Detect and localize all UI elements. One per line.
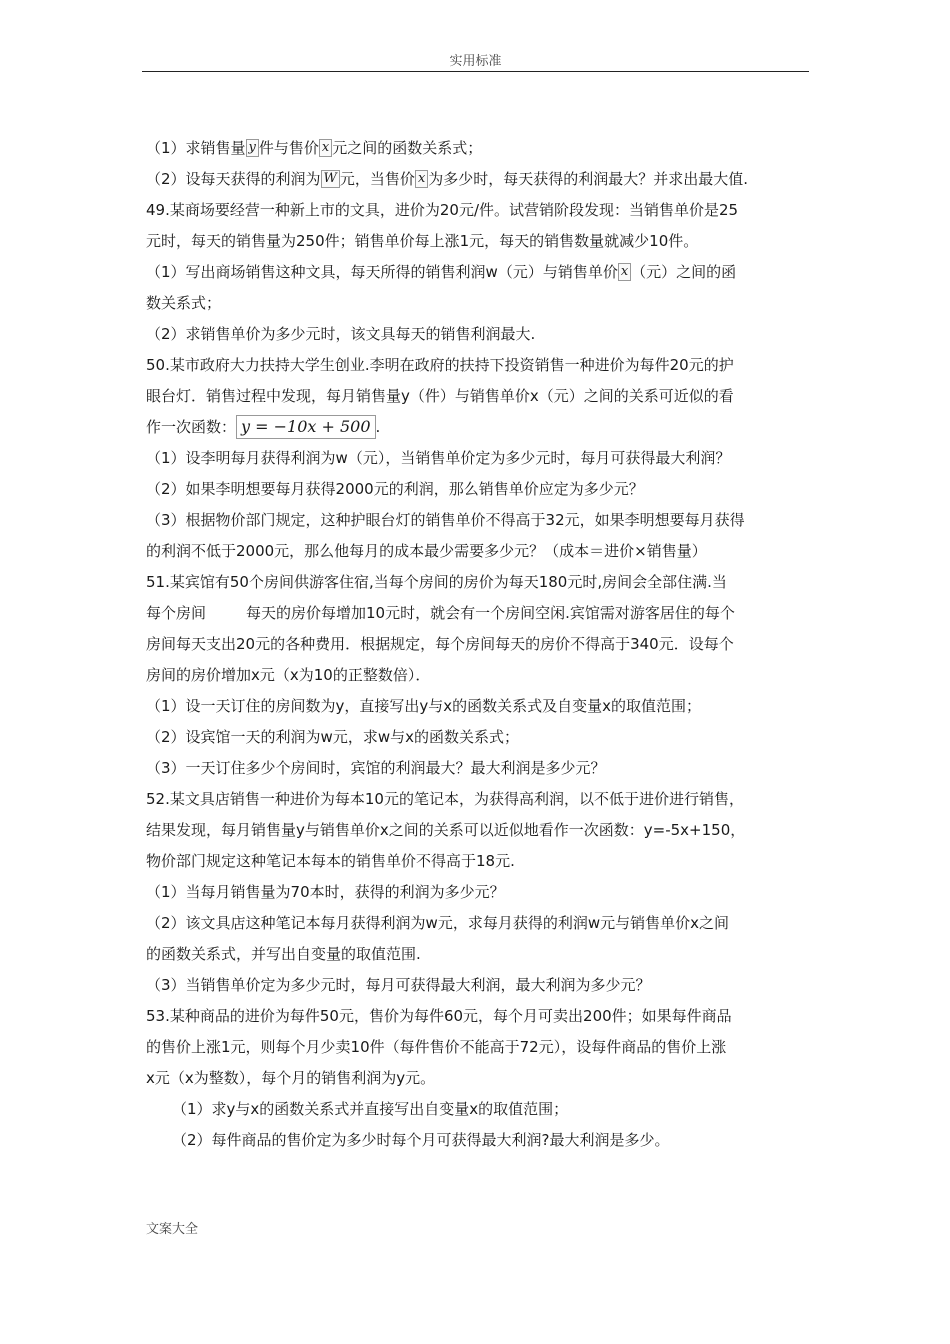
text-line: （2）每件商品的售价定为多少时每个月可获得最大利润?最大利润是多少。 <box>172 1131 670 1149</box>
text-line: （1）设李明每月获得利润为w（元），当销售单价定为多少元时，每月可获得最大利润？ <box>146 449 731 467</box>
page-header: 实用标准 <box>449 54 502 69</box>
text-line: （1）写出商场销售这种文具，每天所得的销售利润w（元）与销售单价 x （元）之间的函 <box>146 263 737 281</box>
text-line: 每个房间 每天的房价每增加10元时，就会有一个房间空闲.宾馆需对游客居住的每个 <box>146 604 735 622</box>
text-line: （2）该文具店这种笔记本每月获得利润为w元，求每月获得的利润w元与销售单价x之间 <box>146 914 729 932</box>
text-line: （3）当销售单价定为多少元时，每月可获得最大利润，最大利润为多少元？ <box>146 976 651 994</box>
text-line: （2）设每天获得的利润为 W 元，当售价 x 为多少时，每天获得的利润最大？并求出最大值. <box>146 170 749 188</box>
text-line: 房间每天支出20元的各种费用．根据规定，每个房间每天的房价不得高于340元．设每个 <box>146 635 734 653</box>
header-divider <box>142 71 809 72</box>
text-line: （1）设一天订住的房间数为y，直接写出y与x的函数关系式及自变量x的取值范围； <box>146 697 702 715</box>
text-line: 数关系式； <box>146 294 222 312</box>
text-line: （3）一天订住多少个房间时，宾馆的利润最大？最大利润是多少元？ <box>146 759 606 777</box>
math-variable: x <box>415 170 428 188</box>
text-line: （2）设宾馆一天的利润为w元，求w与x的函数关系式； <box>146 728 519 746</box>
text-line: 的售价上涨1元，则每个月少卖10件（每件售价不能高于72元），设每件商品的售价上涨 <box>146 1038 727 1056</box>
text-line: 房间的房价增加x元（x为10的正整数倍）． <box>146 666 431 684</box>
math-variable: y <box>246 139 259 157</box>
problem-49-line: 49.某商场要经营一种新上市的文具，进价为20元/件。试营销阶段发现：当销售单价是25 <box>146 201 739 219</box>
text-line: 的函数关系式，并写出自变量的取值范围. <box>146 945 421 963</box>
text-line: （1）求y与x的函数关系式并直接写出自变量x的取值范围； <box>172 1100 569 1118</box>
text-line: 结果发现，每月销售量y与销售单价x之间的关系可以近似地看作一次函数：y=-5x+150， <box>146 821 746 839</box>
page-footer: 文案大全 <box>146 1222 199 1237</box>
text-line: （2）求销售单价为多少元时，该文具每天的销售利润最大. <box>146 325 536 343</box>
problem-50-line: 50.某市政府大力扶持大学生创业.李明在政府的扶持下投资销售一种进价为每件20元的护 <box>146 356 734 374</box>
text-line: （1）求销售量 y 件与售价 x 元之间的函数关系式； <box>146 139 483 157</box>
text-line: 眼台灯．销售过程中发现，每月销售量y（件）与销售单价x（元）之间的关系可近似的看 <box>146 387 734 405</box>
text-line: 作一次函数： y = −10x + 500 . <box>146 412 810 443</box>
math-formula: y = −10x + 500 <box>236 415 376 439</box>
document-body <box>146 133 810 1156</box>
math-variable: x <box>618 263 631 281</box>
text-line: 物价部门规定这种笔记本每本的销售单价不得高于18元. <box>146 852 515 870</box>
math-variable: x <box>319 139 332 157</box>
problem-51-line: 51.某宾馆有50个房间供游客住宿,当每个房间的房价为每天180元时,房间会全部住满.当 <box>146 573 727 591</box>
problem-52-line: 52.某文具店销售一种进价为每本10元的笔记本，为获得高利润，以不低于进价进行销售， <box>146 790 744 808</box>
text-line: x元（x为整数），每个月的销售利润为y元。 <box>146 1069 436 1087</box>
text-line: （3）根据物价部门规定，这种护眼台灯的销售单价不得高于32元，如果李明想要每月获得 <box>146 511 745 529</box>
problem-53-line: 53.某种商品的进价为每件50元，售价为每件60元，每个月可卖出200件；如果每件商品 <box>146 1007 732 1025</box>
text-line: 元时，每天的销售量为250件；销售单价每上涨1元，每天的销售数量就减少10件。 <box>146 232 699 250</box>
text-line: （2）如果李明想要每月获得2000元的利润，那么销售单价应定为多少元？ <box>146 480 644 498</box>
math-variable: W <box>321 170 340 188</box>
text-line: 的利润不低于2000元，那么他每月的成本最少需要多少元？（成本＝进价×销售量） <box>146 542 707 560</box>
text-line: （1）当每月销售量为70本时，获得的利润为多少元？ <box>146 883 505 901</box>
